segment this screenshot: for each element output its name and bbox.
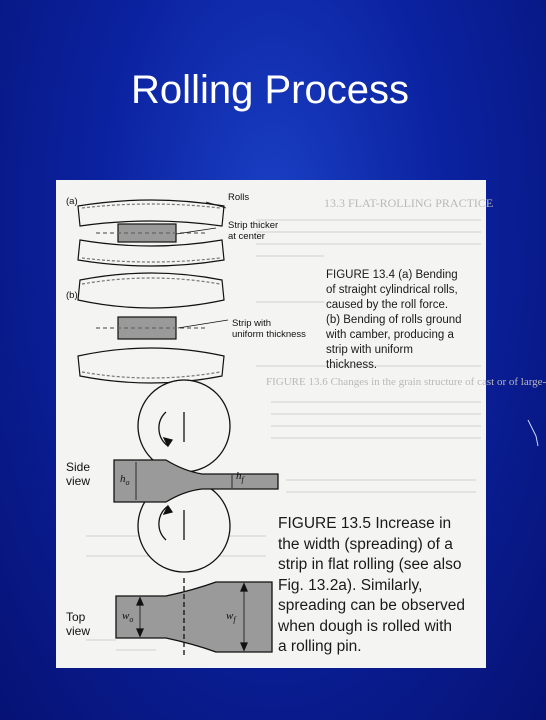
panel-a-label: (a) <box>66 196 78 207</box>
bleed-through-fig-line: FIGURE 13.6 Changes in the grain structure of cast or of large- <box>266 376 546 388</box>
hf-label: $h_f$ <box>236 470 244 485</box>
textbook-scan <box>56 180 546 668</box>
strip-uniform-label: Strip with uniform thickness <box>232 318 306 340</box>
strip-thicker-label: Strip thicker at center <box>228 220 279 242</box>
slide-title: Rolling Process <box>131 68 409 112</box>
h0-label: $h_o$ <box>120 473 130 488</box>
bleed-through-header: 13.3 FLAT-ROLLING PRACTICE <box>324 196 494 210</box>
bent-rolls-a <box>78 200 224 266</box>
panel-b-label: (b) <box>66 290 78 301</box>
figure-13-5-caption: FIGURE 13.5 Increase in the width (spreading) of a strip in flat rolling (see also Fig. 13.2a). Similarly, spreading can be observed when dough is rolled with a rolling pin. <box>278 515 465 655</box>
edge-mark <box>526 418 540 448</box>
cambered-rolls-b <box>78 273 224 383</box>
side-view-label: Side view <box>66 460 91 488</box>
wf-label: $w_f$ <box>226 610 236 625</box>
figure-13-4-caption: FIGURE 13.4 (a) Bending of straight cylindrical rolls, caused by the roll force. (b) Bending of rolls ground with camber, producing a strip with uniform thickness. <box>326 269 462 371</box>
top-view-label: Top view <box>66 610 91 638</box>
rolls-label: Rolls <box>228 192 250 203</box>
w0-label: $w_o$ <box>122 610 134 625</box>
side-view-rolls <box>114 380 278 572</box>
top-view-strip <box>116 578 272 656</box>
